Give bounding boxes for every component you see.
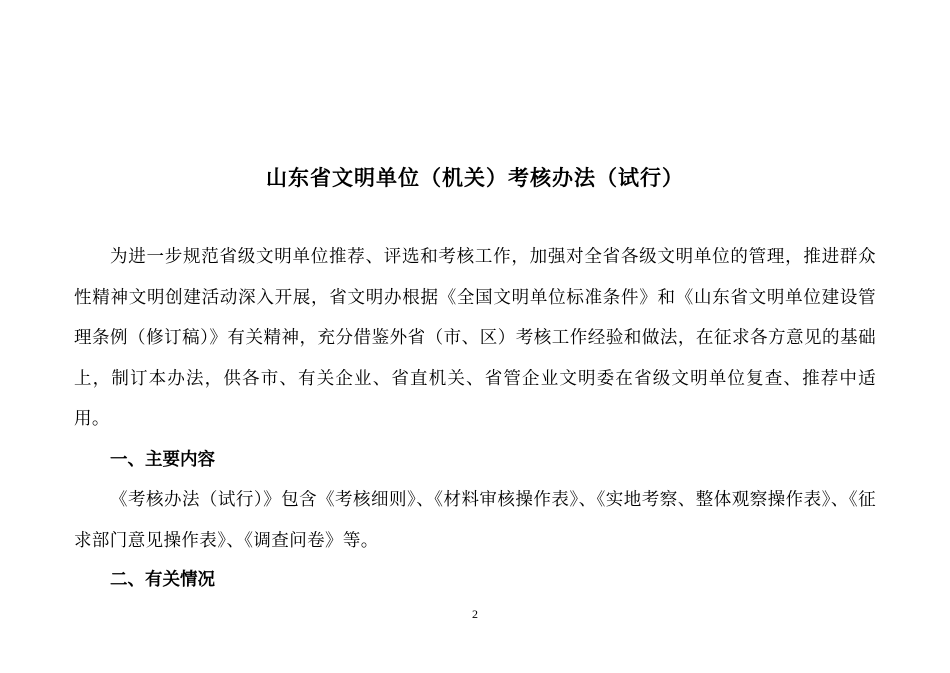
- section-heading-related-info: 二、有关情况: [110, 570, 215, 590]
- page-number: 2: [472, 607, 478, 621]
- intro-paragraph: 为进一步规范省级文明单位推荐、评选和考核工作，加强对全省各级文明单位的管理，推进群众性精神文明创建活动深入开展，省文明办根据《全国文明单位标准条件》和《山东省文明单位建设管理条例（修订稿）》有关精神，充分借鉴外省（市、区）考核工作经验和做法，在征求各方意见的基础上，制订本办法，供各市、有关企业、省直机关、省管企业文明委在省级文明单位复查、推荐中适用。: [74, 247, 876, 429]
- main-content-paragraph: 《考核办法（试行）》包含《考核细则》、《材料审核操作表》、《实地考察、整体观察操作表》、《征求部门意见操作表》、《调查问卷》等。: [74, 490, 876, 551]
- document-title: 山东省文明单位（机关）考核办法（试行）: [266, 166, 684, 190]
- section-heading-main-content: 一、主要内容: [110, 450, 215, 470]
